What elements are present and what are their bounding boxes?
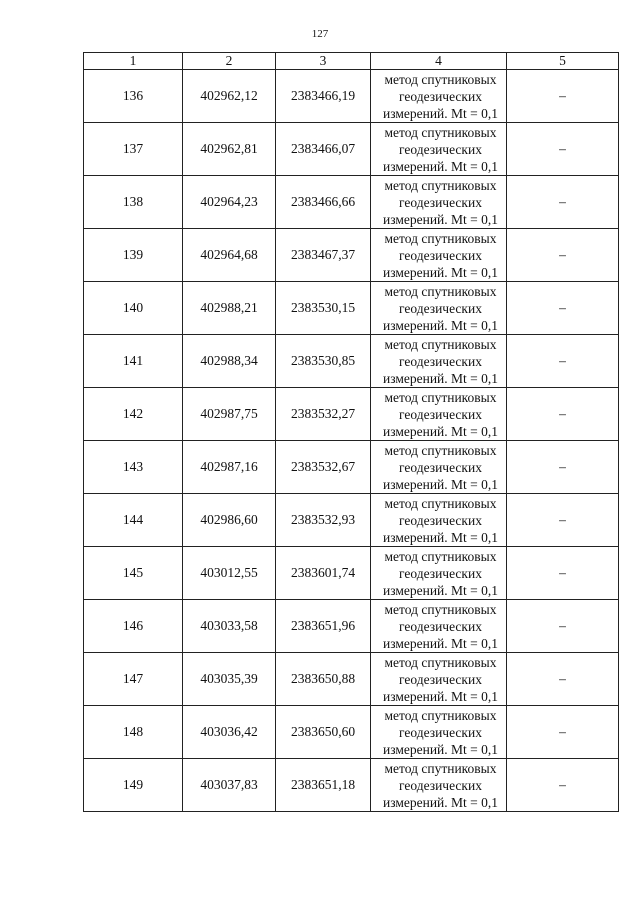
note-cell: – xyxy=(507,229,619,282)
coordinate-y-cell: 2383651,18 xyxy=(276,759,371,812)
method-cell xyxy=(371,335,507,388)
coordinate-y-cell: 2383651,96 xyxy=(276,600,371,653)
note-cell: – xyxy=(507,653,619,706)
point-number-cell: 149 xyxy=(84,759,183,812)
point-number-cell: 138 xyxy=(84,176,183,229)
coordinate-y-cell: 2383530,15 xyxy=(276,282,371,335)
method-line: метод спутниковых xyxy=(384,654,497,670)
header-col-1: 1 xyxy=(84,53,183,70)
point-number-cell: 148 xyxy=(84,706,183,759)
table-row xyxy=(84,229,619,282)
coordinate-y-cell: 2383650,88 xyxy=(276,653,371,706)
note-cell: – xyxy=(507,441,619,494)
coordinate-x-cell: 403037,83 xyxy=(183,759,276,812)
point-number-cell: 143 xyxy=(84,441,183,494)
coordinate-y-cell: 2383532,67 xyxy=(276,441,371,494)
coordinate-x-cell: 402988,34 xyxy=(183,335,276,388)
table-row xyxy=(84,759,619,812)
header-row xyxy=(84,53,619,70)
point-number-cell: 146 xyxy=(84,600,183,653)
method-line: геодезических xyxy=(399,565,482,581)
coordinate-x-cell: 403033,58 xyxy=(183,600,276,653)
method-line: метод спутниковых xyxy=(384,601,497,617)
method-line: геодезических xyxy=(399,512,482,528)
method-line: измерений. Mt = 0,1 xyxy=(382,211,499,227)
method-line: измерений. Mt = 0,1 xyxy=(382,105,499,121)
point-number-cell: 136 xyxy=(84,70,183,123)
coordinate-x-cell: 403036,42 xyxy=(183,706,276,759)
method-line: измерений. Mt = 0,1 xyxy=(382,158,499,174)
method-line: метод спутниковых xyxy=(384,707,497,723)
coordinates-table xyxy=(83,52,619,812)
coordinate-x-cell: 402986,60 xyxy=(183,494,276,547)
method-line: метод спутниковых xyxy=(384,442,497,458)
method-cell xyxy=(371,441,507,494)
method-line: метод спутниковых xyxy=(384,760,497,776)
table-row xyxy=(84,123,619,176)
table-row xyxy=(84,600,619,653)
method-line: геодезических xyxy=(399,88,482,104)
coordinate-x-cell: 402964,23 xyxy=(183,176,276,229)
method-line: измерений. Mt = 0,1 xyxy=(382,635,499,651)
method-cell xyxy=(371,282,507,335)
method-cell xyxy=(371,123,507,176)
method-cell xyxy=(371,759,507,812)
method-line: метод спутниковых xyxy=(384,71,497,87)
note-cell: – xyxy=(507,600,619,653)
method-line: метод спутниковых xyxy=(384,283,497,299)
table-row xyxy=(84,547,619,600)
table-row xyxy=(84,70,619,123)
coordinate-y-cell: 2383601,74 xyxy=(276,547,371,600)
method-cell xyxy=(371,388,507,441)
note-cell: – xyxy=(507,70,619,123)
method-cell xyxy=(371,229,507,282)
point-number-cell: 137 xyxy=(84,123,183,176)
method-line: геодезических xyxy=(399,671,482,687)
method-line: метод спутниковых xyxy=(384,177,497,193)
coordinate-y-cell: 2383650,60 xyxy=(276,706,371,759)
point-number-cell: 139 xyxy=(84,229,183,282)
method-line: измерений. Mt = 0,1 xyxy=(382,529,499,545)
method-line: метод спутниковых xyxy=(384,389,497,405)
method-line: измерений. Mt = 0,1 xyxy=(382,476,499,492)
coordinate-x-cell: 403012,55 xyxy=(183,547,276,600)
method-line: геодезических xyxy=(399,406,482,422)
point-number-cell: 144 xyxy=(84,494,183,547)
method-cell xyxy=(371,600,507,653)
point-number-cell: 142 xyxy=(84,388,183,441)
table-row xyxy=(84,441,619,494)
table-header xyxy=(84,53,619,70)
table-row xyxy=(84,706,619,759)
method-line: метод спутниковых xyxy=(384,230,497,246)
method-line: измерений. Mt = 0,1 xyxy=(382,582,499,598)
method-line: геодезических xyxy=(399,618,482,634)
header-col-2: 2 xyxy=(183,53,276,70)
coordinate-x-cell: 402987,16 xyxy=(183,441,276,494)
coordinate-x-cell: 403035,39 xyxy=(183,653,276,706)
method-cell xyxy=(371,70,507,123)
method-line: геодезических xyxy=(399,724,482,740)
table-row xyxy=(84,494,619,547)
note-cell: – xyxy=(507,547,619,600)
method-cell xyxy=(371,653,507,706)
method-line: измерений. Mt = 0,1 xyxy=(382,264,499,280)
method-line: геодезических xyxy=(399,777,482,793)
method-line: измерений. Mt = 0,1 xyxy=(382,317,499,333)
table-row xyxy=(84,335,619,388)
note-cell: – xyxy=(507,706,619,759)
header-col-5: 5 xyxy=(507,53,619,70)
coordinate-y-cell: 2383467,37 xyxy=(276,229,371,282)
note-cell: – xyxy=(507,388,619,441)
method-line: геодезических xyxy=(399,459,482,475)
method-line: измерений. Mt = 0,1 xyxy=(382,741,499,757)
coordinate-y-cell: 2383530,85 xyxy=(276,335,371,388)
method-line: метод спутниковых xyxy=(384,548,497,564)
method-cell xyxy=(371,706,507,759)
method-cell xyxy=(371,547,507,600)
method-line: измерений. Mt = 0,1 xyxy=(382,423,499,439)
table-row xyxy=(84,388,619,441)
note-cell: – xyxy=(507,335,619,388)
note-cell: – xyxy=(507,494,619,547)
coordinate-y-cell: 2383466,07 xyxy=(276,123,371,176)
method-cell xyxy=(371,176,507,229)
point-number-cell: 147 xyxy=(84,653,183,706)
point-number-cell: 140 xyxy=(84,282,183,335)
page-number: 127 xyxy=(311,28,329,40)
coordinate-x-cell: 402987,75 xyxy=(183,388,276,441)
coordinate-x-cell: 402962,12 xyxy=(183,70,276,123)
header-col-3: 3 xyxy=(276,53,371,70)
header-col-4: 4 xyxy=(371,53,507,70)
coordinate-y-cell: 2383532,93 xyxy=(276,494,371,547)
table-body xyxy=(84,70,619,812)
method-line: измерений. Mt = 0,1 xyxy=(382,794,499,810)
method-line: измерений. Mt = 0,1 xyxy=(382,688,499,704)
method-line: геодезических xyxy=(399,194,482,210)
note-cell: – xyxy=(507,282,619,335)
coordinate-y-cell: 2383532,27 xyxy=(276,388,371,441)
method-line: метод спутниковых xyxy=(384,336,497,352)
table-row xyxy=(84,653,619,706)
point-number-cell: 145 xyxy=(84,547,183,600)
table-row xyxy=(84,282,619,335)
method-cell xyxy=(371,494,507,547)
method-line: геодезических xyxy=(399,141,482,157)
table-row xyxy=(84,176,619,229)
coordinate-x-cell: 402988,21 xyxy=(183,282,276,335)
coordinate-y-cell: 2383466,66 xyxy=(276,176,371,229)
note-cell: – xyxy=(507,759,619,812)
method-line: измерений. Mt = 0,1 xyxy=(382,370,499,386)
note-cell: – xyxy=(507,123,619,176)
method-line: геодезических xyxy=(399,353,482,369)
method-line: метод спутниковых xyxy=(384,124,497,140)
method-line: метод спутниковых xyxy=(384,495,497,511)
method-line: геодезических xyxy=(399,300,482,316)
coordinate-y-cell: 2383466,19 xyxy=(276,70,371,123)
coordinate-x-cell: 402964,68 xyxy=(183,229,276,282)
note-cell: – xyxy=(507,176,619,229)
coordinate-x-cell: 402962,81 xyxy=(183,123,276,176)
point-number-cell: 141 xyxy=(84,335,183,388)
method-line: геодезических xyxy=(399,247,482,263)
